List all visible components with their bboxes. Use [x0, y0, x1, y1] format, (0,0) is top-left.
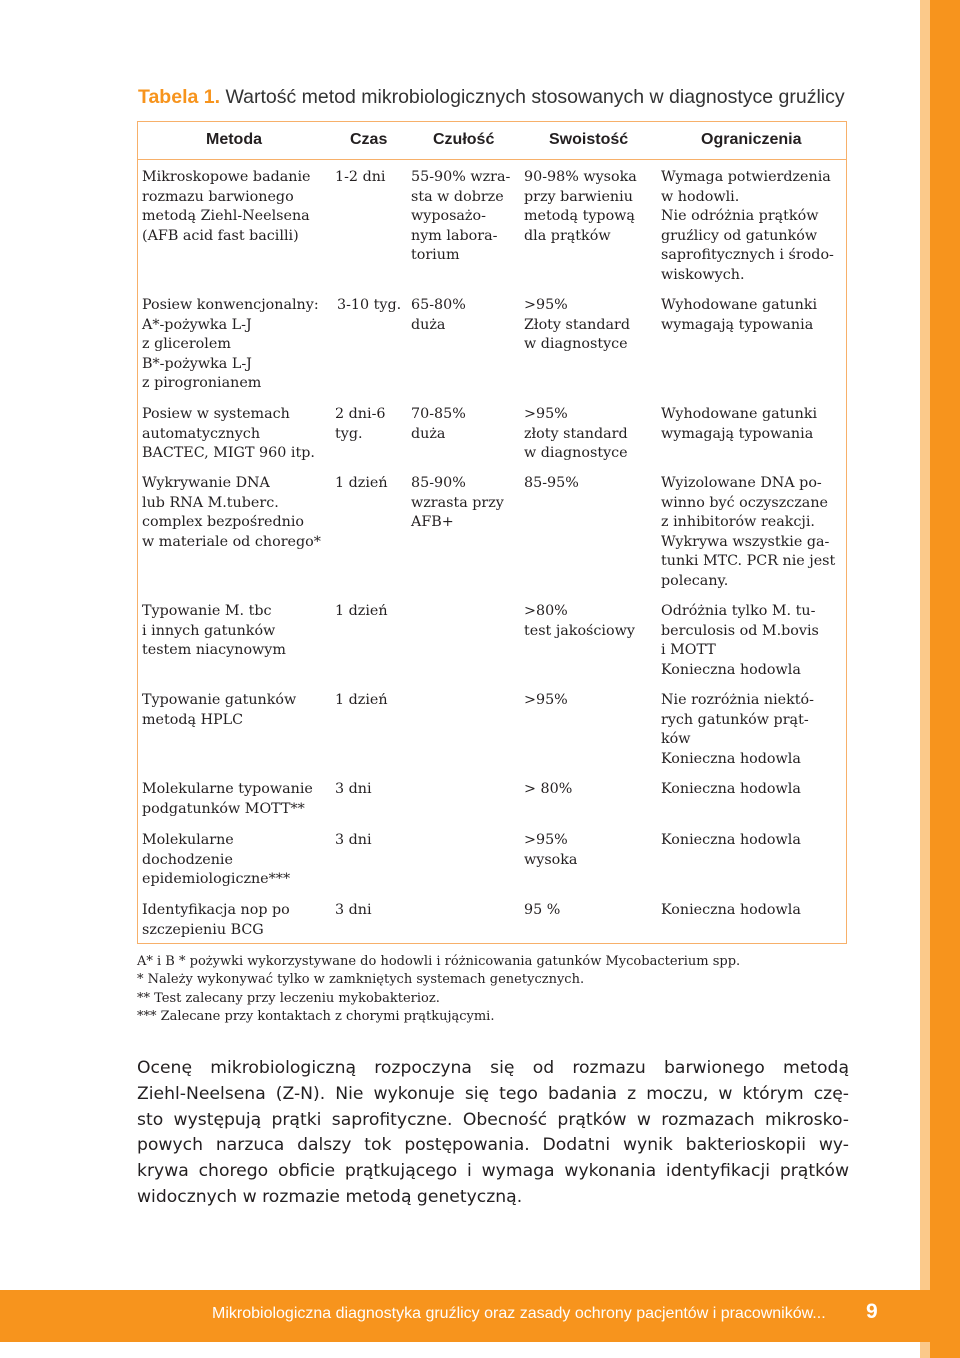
column-header-metoda: Metoda	[206, 131, 262, 148]
cell-line: duża	[411, 425, 446, 442]
cell-metoda	[142, 296, 319, 394]
table-caption-title: Wartość metod mikrobiologicznych stosowanych w diagnostyce gruźlicy	[225, 86, 845, 108]
cell-line: Konieczna hodowla	[661, 781, 801, 797]
cell-line: tunki MTC. PCR nie jest	[661, 553, 836, 570]
cell-swoistosc	[524, 780, 572, 800]
cell-swoistosc	[524, 691, 568, 711]
cell-line: BACTEC, MIGT 960 itp.	[142, 445, 315, 462]
cell-swoistosc	[524, 901, 560, 921]
cell-line: winno być oczyszczane	[661, 494, 828, 511]
cell-line: z inhibitorów reakcji.	[661, 514, 815, 531]
cell-line: saprofitycznych i środo-	[661, 247, 834, 264]
cell-line: lub RNA M.tuberc.	[142, 494, 279, 511]
cell-line: berculosis od M.bovis	[661, 622, 819, 639]
paragraph-line: widocznych w rozmazie metodą genetyczną.	[137, 1186, 523, 1207]
cell-line: A*-pożywka L-J	[142, 316, 252, 333]
cell-line: wysoka	[524, 851, 578, 868]
cell-line: Konieczna hodowla	[661, 832, 801, 848]
cell-line: >95%	[524, 297, 568, 313]
cell-line: 2 dni-6	[335, 406, 386, 422]
cell-czulosc	[411, 474, 504, 533]
cell-ograniczenia	[661, 474, 835, 592]
paragraph-line: Ocenę mikrobiologiczną rozpoczyna się od rozmazu barwionego metodą	[137, 1058, 849, 1078]
paragraph-line: powych narzuca dalszy tok postępowania. Dodatni wynik bakterioskopii wy-	[137, 1135, 849, 1156]
cell-line: szczepieniu BCG	[142, 921, 264, 938]
cell-line: Wykrywa wszystkie ga-	[661, 533, 830, 550]
cell-czas	[335, 474, 388, 494]
cell-line: Wymaga potwierdzenia	[661, 169, 831, 185]
cell-ograniczenia	[661, 780, 801, 800]
footnote: *** Zalecane przy kontaktach z chorymi prątkującymi.	[137, 1008, 495, 1024]
cell-line: duża	[411, 316, 446, 333]
cell-swoistosc	[524, 296, 630, 355]
column-header-czulosc: Czułość	[433, 131, 495, 148]
cell-metoda	[142, 168, 311, 246]
cell-ograniczenia	[661, 901, 801, 921]
cell-line: 1 dzień	[335, 692, 388, 708]
cell-line: w hodowli.	[661, 188, 740, 205]
cell-line: podgatunków MOTT**	[142, 800, 305, 817]
cell-line: >80%	[524, 603, 568, 619]
cell-line: Wyhodowane gatunki	[661, 297, 818, 313]
cell-line: complex bezpośrednio	[142, 514, 305, 531]
cell-czas	[335, 901, 372, 921]
cell-line: Wyhodowane gatunki	[661, 406, 818, 422]
cell-line: 3 dni	[335, 781, 372, 797]
page-number: 9	[866, 1300, 878, 1323]
cell-line: >95%	[524, 832, 568, 848]
cell-line: B*-pożywka L-J	[142, 355, 252, 372]
footnote: ** Test zalecany przy leczeniu mykobakterioz.	[137, 990, 440, 1006]
cell-metoda	[142, 405, 315, 464]
cell-line: dla prątków	[524, 227, 611, 244]
cell-line: test jakościowy	[524, 622, 635, 639]
cell-line: Odróżnia tylko M. tu-	[661, 603, 816, 619]
cell-metoda	[142, 602, 286, 661]
cell-line: Identyfikacja nop po	[142, 902, 290, 918]
cell-line: automatycznych	[142, 425, 261, 442]
cell-line: dochodzenie	[142, 851, 233, 868]
cell-line: 1 dzień	[335, 603, 388, 619]
cell-line: 1 dzień	[335, 475, 388, 491]
cell-metoda	[142, 780, 313, 819]
cell-czulosc	[411, 405, 466, 444]
cell-line: (AFB acid fast bacilli)	[142, 227, 299, 244]
cell-line: i innych gatunków	[142, 622, 276, 639]
cell-line: epidemiologiczne***	[142, 871, 291, 888]
cell-line: 3 dni	[335, 832, 372, 848]
cell-czas	[335, 405, 386, 444]
footnote: * Należy wykonywać tylko w zamkniętych systemach genetycznych.	[137, 972, 585, 988]
cell-line: rych gatunków prąt-	[661, 711, 809, 728]
cell-line: metodą typową	[524, 208, 635, 225]
cell-czas	[335, 780, 372, 800]
cell-swoistosc	[524, 168, 637, 246]
cell-line: w diagnostyce	[524, 445, 628, 462]
cell-metoda	[142, 831, 290, 890]
cell-line: w diagnostyce	[524, 336, 628, 353]
cell-line: Posiew konwencjonalny:	[142, 297, 319, 313]
cell-line: metodą HPLC	[142, 711, 244, 728]
cell-metoda	[142, 474, 321, 552]
cell-czulosc	[411, 168, 510, 266]
cell-line: Konieczna hodowla	[661, 750, 801, 767]
paragraph-line: Ziehl-Neelsena (Z-N). Nie wykonuje się tego badania z moczu, w którym czę-	[137, 1083, 849, 1104]
cell-czas	[335, 691, 388, 711]
cell-line: 70-85%	[411, 406, 466, 422]
cell-line: tyg.	[335, 425, 363, 442]
cell-line: wiskowych.	[661, 266, 745, 283]
cell-czas	[335, 602, 388, 622]
column-header-ograniczenia: Ograniczenia	[701, 131, 802, 148]
side-stripe	[930, 0, 960, 1358]
cell-czulosc	[411, 296, 466, 335]
table-caption-label: Tabela 1.	[138, 86, 221, 108]
cell-line: 85-90%	[411, 475, 466, 491]
cell-line: 55-90% wzra-	[411, 169, 511, 185]
footnotes	[137, 953, 740, 1026]
cell-line: Nie odróżnia prątków	[661, 208, 819, 225]
cell-ograniczenia	[661, 405, 817, 444]
column-header-swoistosc: Swoistość	[549, 131, 629, 148]
cell-swoistosc	[524, 602, 635, 641]
cell-line: sta w dobrze	[411, 188, 504, 205]
cell-line: gruźlicy od gatunków	[661, 227, 818, 244]
cell-ograniczenia	[661, 831, 801, 851]
cell-line: Konieczna hodowla	[661, 661, 801, 678]
cell-line: testem niacynowym	[142, 642, 286, 659]
cell-line: Posiew w systemach	[142, 406, 290, 422]
table-header-rule	[137, 159, 847, 160]
cell-line: Wyizolowane DNA po-	[661, 475, 822, 491]
cell-line: z glicerolem	[142, 336, 231, 353]
cell-metoda	[142, 691, 296, 730]
cell-line: i MOTT	[661, 642, 716, 659]
cell-line: polecany.	[661, 572, 729, 589]
cell-line: z pirogronianem	[142, 375, 262, 392]
cell-line: torium	[411, 247, 460, 264]
cell-line: wymagają typowania	[661, 425, 814, 442]
cell-line: Konieczna hodowla	[661, 902, 801, 918]
cell-line: Mikroskopowe badanie	[142, 169, 311, 185]
cell-line: 3-10 tyg.	[337, 297, 402, 313]
cell-line: wymagają typowania	[661, 316, 814, 333]
cell-line: 95 %	[524, 902, 561, 918]
cell-ograniczenia	[661, 296, 817, 335]
footnote: A* i B * pożywki wykorzystywane do hodowli i różnicowania gatunków Mycobacterium spp.	[137, 954, 741, 969]
cell-line: 1-2 dni	[335, 169, 386, 185]
table-caption	[138, 86, 845, 109]
cell-swoistosc	[524, 831, 577, 870]
cell-ograniczenia	[661, 691, 814, 769]
cell-line: nym labora-	[411, 227, 498, 244]
cell-line: ków	[661, 731, 691, 748]
body-paragraph	[137, 1056, 849, 1211]
side-stripe-light	[920, 0, 930, 1358]
cell-line: Wykrywanie DNA	[142, 475, 270, 491]
cell-swoistosc	[524, 405, 628, 464]
cell-line: złoty standard	[524, 425, 628, 442]
cell-line: wzrasta przy	[411, 494, 504, 511]
cell-swoistosc	[524, 474, 579, 494]
paragraph-line: sto występują prątki saprofityczne. Obecność prątków w rozmazach mikrosko-	[137, 1109, 849, 1130]
cell-czas	[335, 831, 372, 851]
cell-line: przy barwieniu	[524, 188, 633, 205]
cell-ograniczenia	[661, 168, 834, 286]
cell-czas	[337, 296, 401, 316]
footer-title: Mikrobiologiczna diagnostyka gruźlicy oraz zasady ochrony pacjentów i pracowników...	[212, 1305, 826, 1322]
cell-line: >95%	[524, 692, 568, 708]
cell-line: Molekularne typowanie	[142, 781, 313, 797]
paragraph-line: krywa chorego obficie prątkującego i wymaga wykonania identyfikacji prątków	[137, 1161, 849, 1182]
cell-line: Nie rozróżnia niektó-	[661, 692, 814, 708]
cell-line: > 80%	[524, 781, 573, 797]
cell-line: wyposażo-	[411, 208, 486, 225]
cell-ograniczenia	[661, 602, 819, 680]
cell-line: 90-98% wysoka	[524, 169, 637, 185]
cell-line: 3 dni	[335, 902, 372, 918]
cell-line: w materiale od chorego*	[142, 533, 321, 550]
cell-line: >95%	[524, 406, 568, 422]
cell-line: 85-95%	[524, 475, 579, 491]
cell-line: AFB+	[411, 514, 454, 531]
cell-line: 65-80%	[411, 297, 466, 313]
cell-czas	[335, 168, 386, 188]
cell-line: Typowanie gatunków	[142, 692, 297, 708]
cell-line: Złoty standard	[524, 316, 631, 333]
cell-line: rozmazu barwionego	[142, 188, 294, 205]
column-header-czas: Czas	[350, 131, 388, 148]
cell-line: Typowanie M. tbc	[142, 603, 272, 619]
cell-metoda	[142, 901, 290, 940]
cell-line: metodą Ziehl-Neelsena	[142, 208, 310, 225]
cell-line: Molekularne	[142, 832, 234, 848]
